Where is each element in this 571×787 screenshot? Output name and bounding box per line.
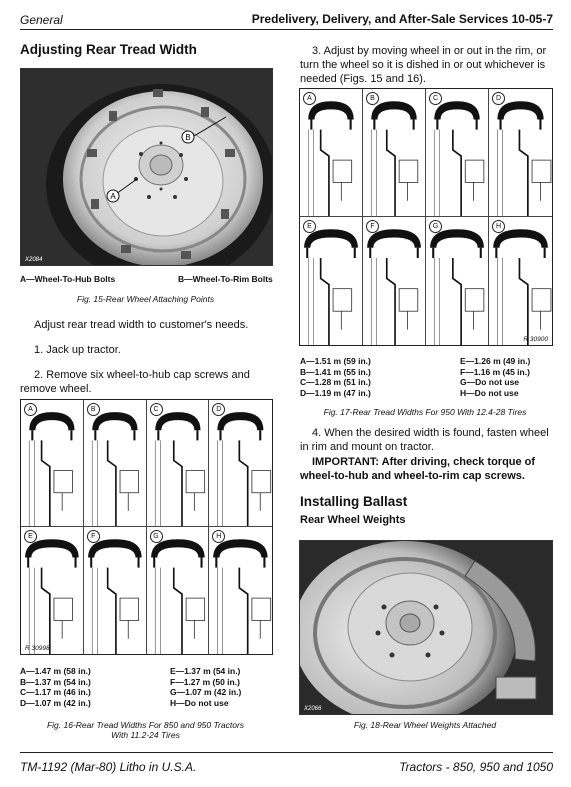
callout-b: B [185, 133, 191, 142]
fig15-photo [20, 68, 273, 266]
fig17-legend-c: C—1.28 m (51 in.) [300, 377, 371, 387]
tread-cell-drawing [147, 527, 209, 654]
tread-cell-drawing [489, 89, 552, 216]
figure-ref-number: R 30900 [523, 336, 548, 343]
running-header-section: General [20, 13, 63, 27]
cell-label-h: H [212, 530, 225, 543]
tread-cell-drawing [426, 89, 488, 216]
tread-cell-drawing [489, 217, 552, 345]
tread-cell-drawing [300, 89, 362, 216]
tread-cell-e [21, 527, 84, 654]
fig17-legend-right [460, 356, 530, 398]
figure-ref-number: R 30998 [25, 645, 50, 652]
wheel-attaching-points-illustration [21, 69, 272, 265]
fig17-tread-diagram [299, 88, 553, 346]
footer-rule [20, 752, 553, 753]
fig16-caption-line2: With 11.2-24 Tires [111, 730, 180, 740]
tread-cell-drawing [147, 400, 209, 526]
tread-cell-drawing [21, 527, 83, 654]
running-header-title: Predelivery, Delivery, and After-Sale Services 10-05-7 [251, 12, 553, 26]
fig16-legend-b: B—1.37 m (54 in.) [20, 676, 91, 687]
subsection-title: Rear Wheel Weights [300, 514, 406, 526]
fig17-caption: Fig. 17-Rear Tread Widths For 950 With 12.4-28 Tires [323, 407, 527, 417]
fig16-legend-d: D—1.07 m (42 in.) [20, 697, 91, 708]
cell-label-b: B [366, 92, 379, 105]
fig17-legend-e: E—1.26 m (49 in.) [460, 356, 531, 366]
cell-label-c: C [429, 92, 442, 105]
tread-cell-h [209, 527, 272, 654]
fig16-legend-h: H—Do not use [170, 697, 229, 708]
fig16-legend-right [170, 666, 241, 708]
cell-label-g: G [429, 220, 442, 233]
cell-label-b: B [87, 403, 100, 416]
tread-cell-drawing [209, 400, 272, 526]
fig16-legend-left [20, 666, 91, 708]
step-3: 3. Adjust by moving wheel in or out in the rim, or turn the wheel so it is dished in or out whichever is needed (Figs. 15 and 16). [300, 45, 547, 85]
fig16-caption-line1: Fig. 16-Rear Tread Widths For 850 and 950 Tractors [46, 720, 245, 730]
tread-cell-drawing [209, 527, 272, 654]
tread-cell-drawing [426, 217, 488, 345]
fig18-caption: Fig. 18-Rear Wheel Weights Attached [353, 720, 497, 730]
step-1: 1. Jack up tractor. [34, 344, 121, 356]
important-note: IMPORTANT: After driving, check torque of wheel-to-hub and wheel-to-rim cap screws. [300, 456, 536, 482]
tread-cell-d [209, 400, 272, 527]
fig17-legend-f: F—1.16 m (45 in.) [460, 366, 530, 377]
footer-models: Tractors - 850, 950 and 1050 [399, 760, 553, 774]
tread-cell-drawing [363, 89, 425, 216]
cell-label-a: A [303, 92, 316, 105]
fig17-legend-d: D—1.19 m (47 in.) [300, 387, 371, 398]
tread-cell-c [426, 89, 489, 217]
cell-label-g: G [150, 530, 163, 543]
cell-label-f: F [366, 220, 379, 233]
fig15-legend-a: A—Wheel-To-Hub Bolts [20, 274, 116, 284]
cell-label-e: E [24, 530, 37, 543]
callout-a: A [110, 192, 116, 201]
step-4: 4. When the desired width is found, fasten wheel in rim and mount on tractor. [300, 427, 549, 453]
tread-cell-b [363, 89, 426, 217]
footer-publication: TM-1192 (Mar-80) Litho in U.S.A. [20, 760, 197, 774]
fig16-tread-diagram [20, 399, 273, 655]
tread-cell-c [147, 400, 210, 527]
cell-label-d: D [212, 403, 225, 416]
tread-cell-f [84, 527, 147, 654]
wheel-weights-illustration [300, 541, 552, 714]
tread-cell-e [300, 217, 363, 345]
fig16-legend-e: E—1.37 m (54 in.) [170, 666, 241, 676]
tread-cell-g [147, 527, 210, 654]
fig15-caption: Fig. 15-Rear Wheel Attaching Points [76, 294, 215, 304]
tread-cell-a [300, 89, 363, 217]
section-title-ballast: Installing Ballast [300, 494, 408, 509]
fig17-legend-g: G—Do not use [460, 377, 520, 387]
tread-cell-d [489, 89, 552, 217]
paragraph-adjust: Adjust rear tread width to customer's needs. [34, 319, 249, 331]
fig17-legend-a: A—1.51 m (59 in.) [300, 356, 371, 366]
photo-ref: X2084 [25, 257, 43, 263]
fig16-caption [20, 720, 271, 740]
fig16-legend-g: G—1.07 m (42 in.) [170, 687, 242, 697]
cell-label-d: D [492, 92, 505, 105]
tread-cell-drawing [21, 400, 83, 526]
header-rule [20, 29, 553, 30]
cell-label-f: F [87, 530, 100, 543]
fig16-legend-f: F—1.27 m (50 in.) [170, 676, 240, 687]
cell-label-a: A [24, 403, 37, 416]
cell-label-c: C [150, 403, 163, 416]
section-title: Adjusting Rear Tread Width [20, 42, 197, 57]
tread-cell-h [489, 217, 552, 345]
fig17-legend-b: B—1.41 m (55 in.) [300, 366, 371, 377]
fig16-legend-c: C—1.17 m (46 in.) [20, 687, 91, 697]
fig16-legend-a: A—1.47 m (58 in.) [20, 666, 91, 676]
step-2: 2. Remove six wheel-to-hub cap screws and remove wheel. [20, 369, 250, 395]
tread-cell-b [84, 400, 147, 527]
tread-cell-a [21, 400, 84, 527]
cell-label-e: E [303, 220, 316, 233]
cell-label-h: H [492, 220, 505, 233]
fig17-legend-h: H—Do not use [460, 387, 519, 398]
fig17-legend-left [300, 356, 371, 398]
tread-cell-drawing [84, 400, 146, 526]
tread-cell-drawing [84, 527, 146, 654]
tread-cell-drawing [300, 217, 362, 345]
fig15-legend-b: B—Wheel-To-Rim Bolts [178, 274, 273, 284]
photo-ref: X2066 [304, 706, 322, 712]
tread-cell-f [363, 217, 426, 345]
tread-cell-g [426, 217, 489, 345]
fig18-photo [299, 540, 553, 715]
tread-cell-drawing [363, 217, 425, 345]
